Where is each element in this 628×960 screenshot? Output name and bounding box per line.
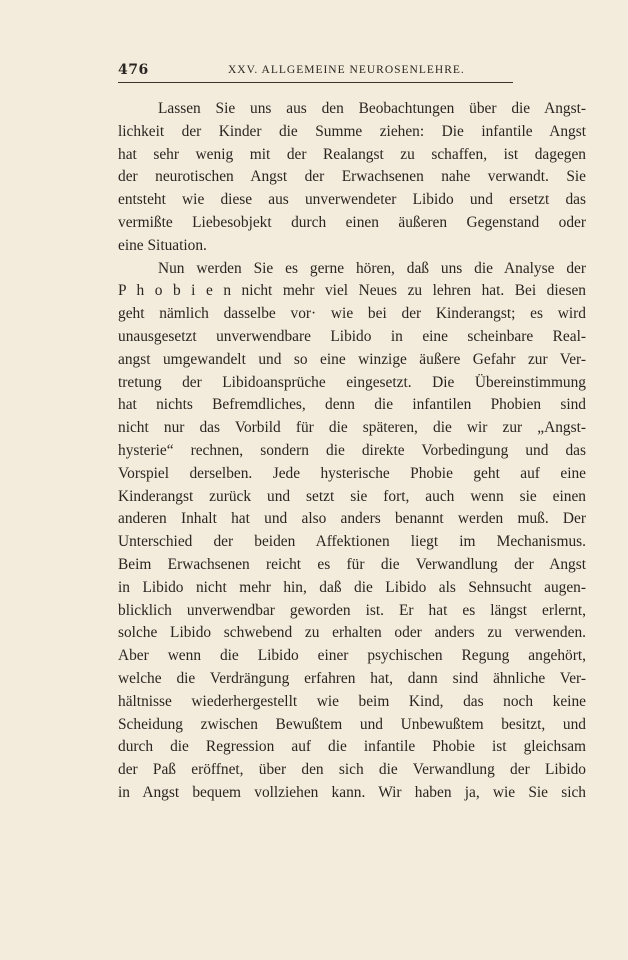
text-line: anderen Inhalt hat und also anders benannt werden muß. Der: [118, 510, 586, 528]
text-line: eine Situation.: [118, 236, 207, 254]
text-line: Nun werden Sie es gerne hören, daß uns die Analyse der: [158, 259, 586, 277]
text-line: solche Libido schwebend zu erhalten oder anders zu verwenden.: [118, 624, 586, 642]
text-line: der Paß eröffnet, über den sich die Verwandlung der Libido: [118, 761, 586, 779]
text-line: in Libido nicht mehr hin, daß die Libido als Sehnsucht augen-: [118, 578, 586, 596]
text-line: angst umgewandelt und so eine winzige äußere Gefahr zur Ver-: [118, 350, 586, 368]
text-line: durch die Regression auf die infantile Phobie ist gleichsam: [118, 738, 586, 756]
text-line: Vorspiel derselben. Jede hysterische Phobie geht auf eine: [118, 464, 586, 482]
text-line: Aber wenn die Libido einer psychischen Regung angehört,: [118, 647, 586, 665]
text-line: Lassen Sie uns aus den Beobachtungen über die Angst-: [158, 100, 586, 117]
text-line: hältnisse wiederhergestellt wie beim Kind, das noch keine: [118, 692, 586, 710]
body-text: [118, 98, 586, 805]
text-line: hysterie“ rechnen, sondern die direkte Vorbedingung und das: [118, 441, 586, 459]
text-line: blicklich unverwendbar geworden ist. Er hat es längst erlernt,: [118, 601, 586, 619]
text-line: entsteht wie diese aus unverwendeter Libido und ersetzt das: [118, 191, 586, 209]
text-line: hat sehr wenig mit der Realangst zu schaffen, ist dagegen: [118, 145, 586, 163]
running-head: XXV. ALLGEMEINE NEUROSENLEHRE.: [228, 64, 465, 76]
text-line: nicht nur das Vorbild für die späteren, die wir zur „Angst-: [118, 419, 586, 437]
text-line: der neurotischen Angst der Erwachsenen nahe verwandt. Sie: [118, 168, 586, 186]
page-number: 476: [118, 62, 149, 78]
text-line: hat nichts Befremdliches, denn die infantilen Phobien sind: [118, 396, 586, 414]
text-line: geht nämlich dasselbe vor· wie bei der Kinderangst; es wird: [118, 305, 586, 323]
text-line: P h o b i e n nicht mehr viel Neues zu lehren hat. Bei diesen: [118, 282, 586, 300]
text-line: in Angst bequem vollziehen kann. Wir haben ja, wie Sie sich: [118, 783, 586, 801]
text-line: Scheidung zwischen Bewußtem und Unbewußtem besitzt, und: [118, 715, 586, 733]
text-line: vermißte Liebesobjekt durch einen äußeren Gegenstand oder: [118, 213, 586, 231]
text-line: Beim Erwachsenen reicht es für die Verwandlung der Angst: [118, 555, 586, 573]
page-header: [118, 60, 513, 83]
text-line: welche die Verdrängung erfahren hat, dann sind ähnliche Ver-: [118, 669, 586, 687]
text-line: Kinderangst zurück und setzt sie fort, auch wenn sie einen: [118, 487, 586, 505]
text-line: lichkeit der Kinder die Summe ziehen: Die infantile Angst: [118, 122, 586, 140]
text-line: Unterschied der beiden Affektionen liegt im Mechanismus.: [118, 533, 586, 551]
text-line: unausgesetzt unverwendbare Libido in eine scheinbare Real-: [118, 327, 586, 345]
text-line: tretung der Libidoansprüche eingesetzt. Die Übereinstimmung: [118, 373, 586, 391]
